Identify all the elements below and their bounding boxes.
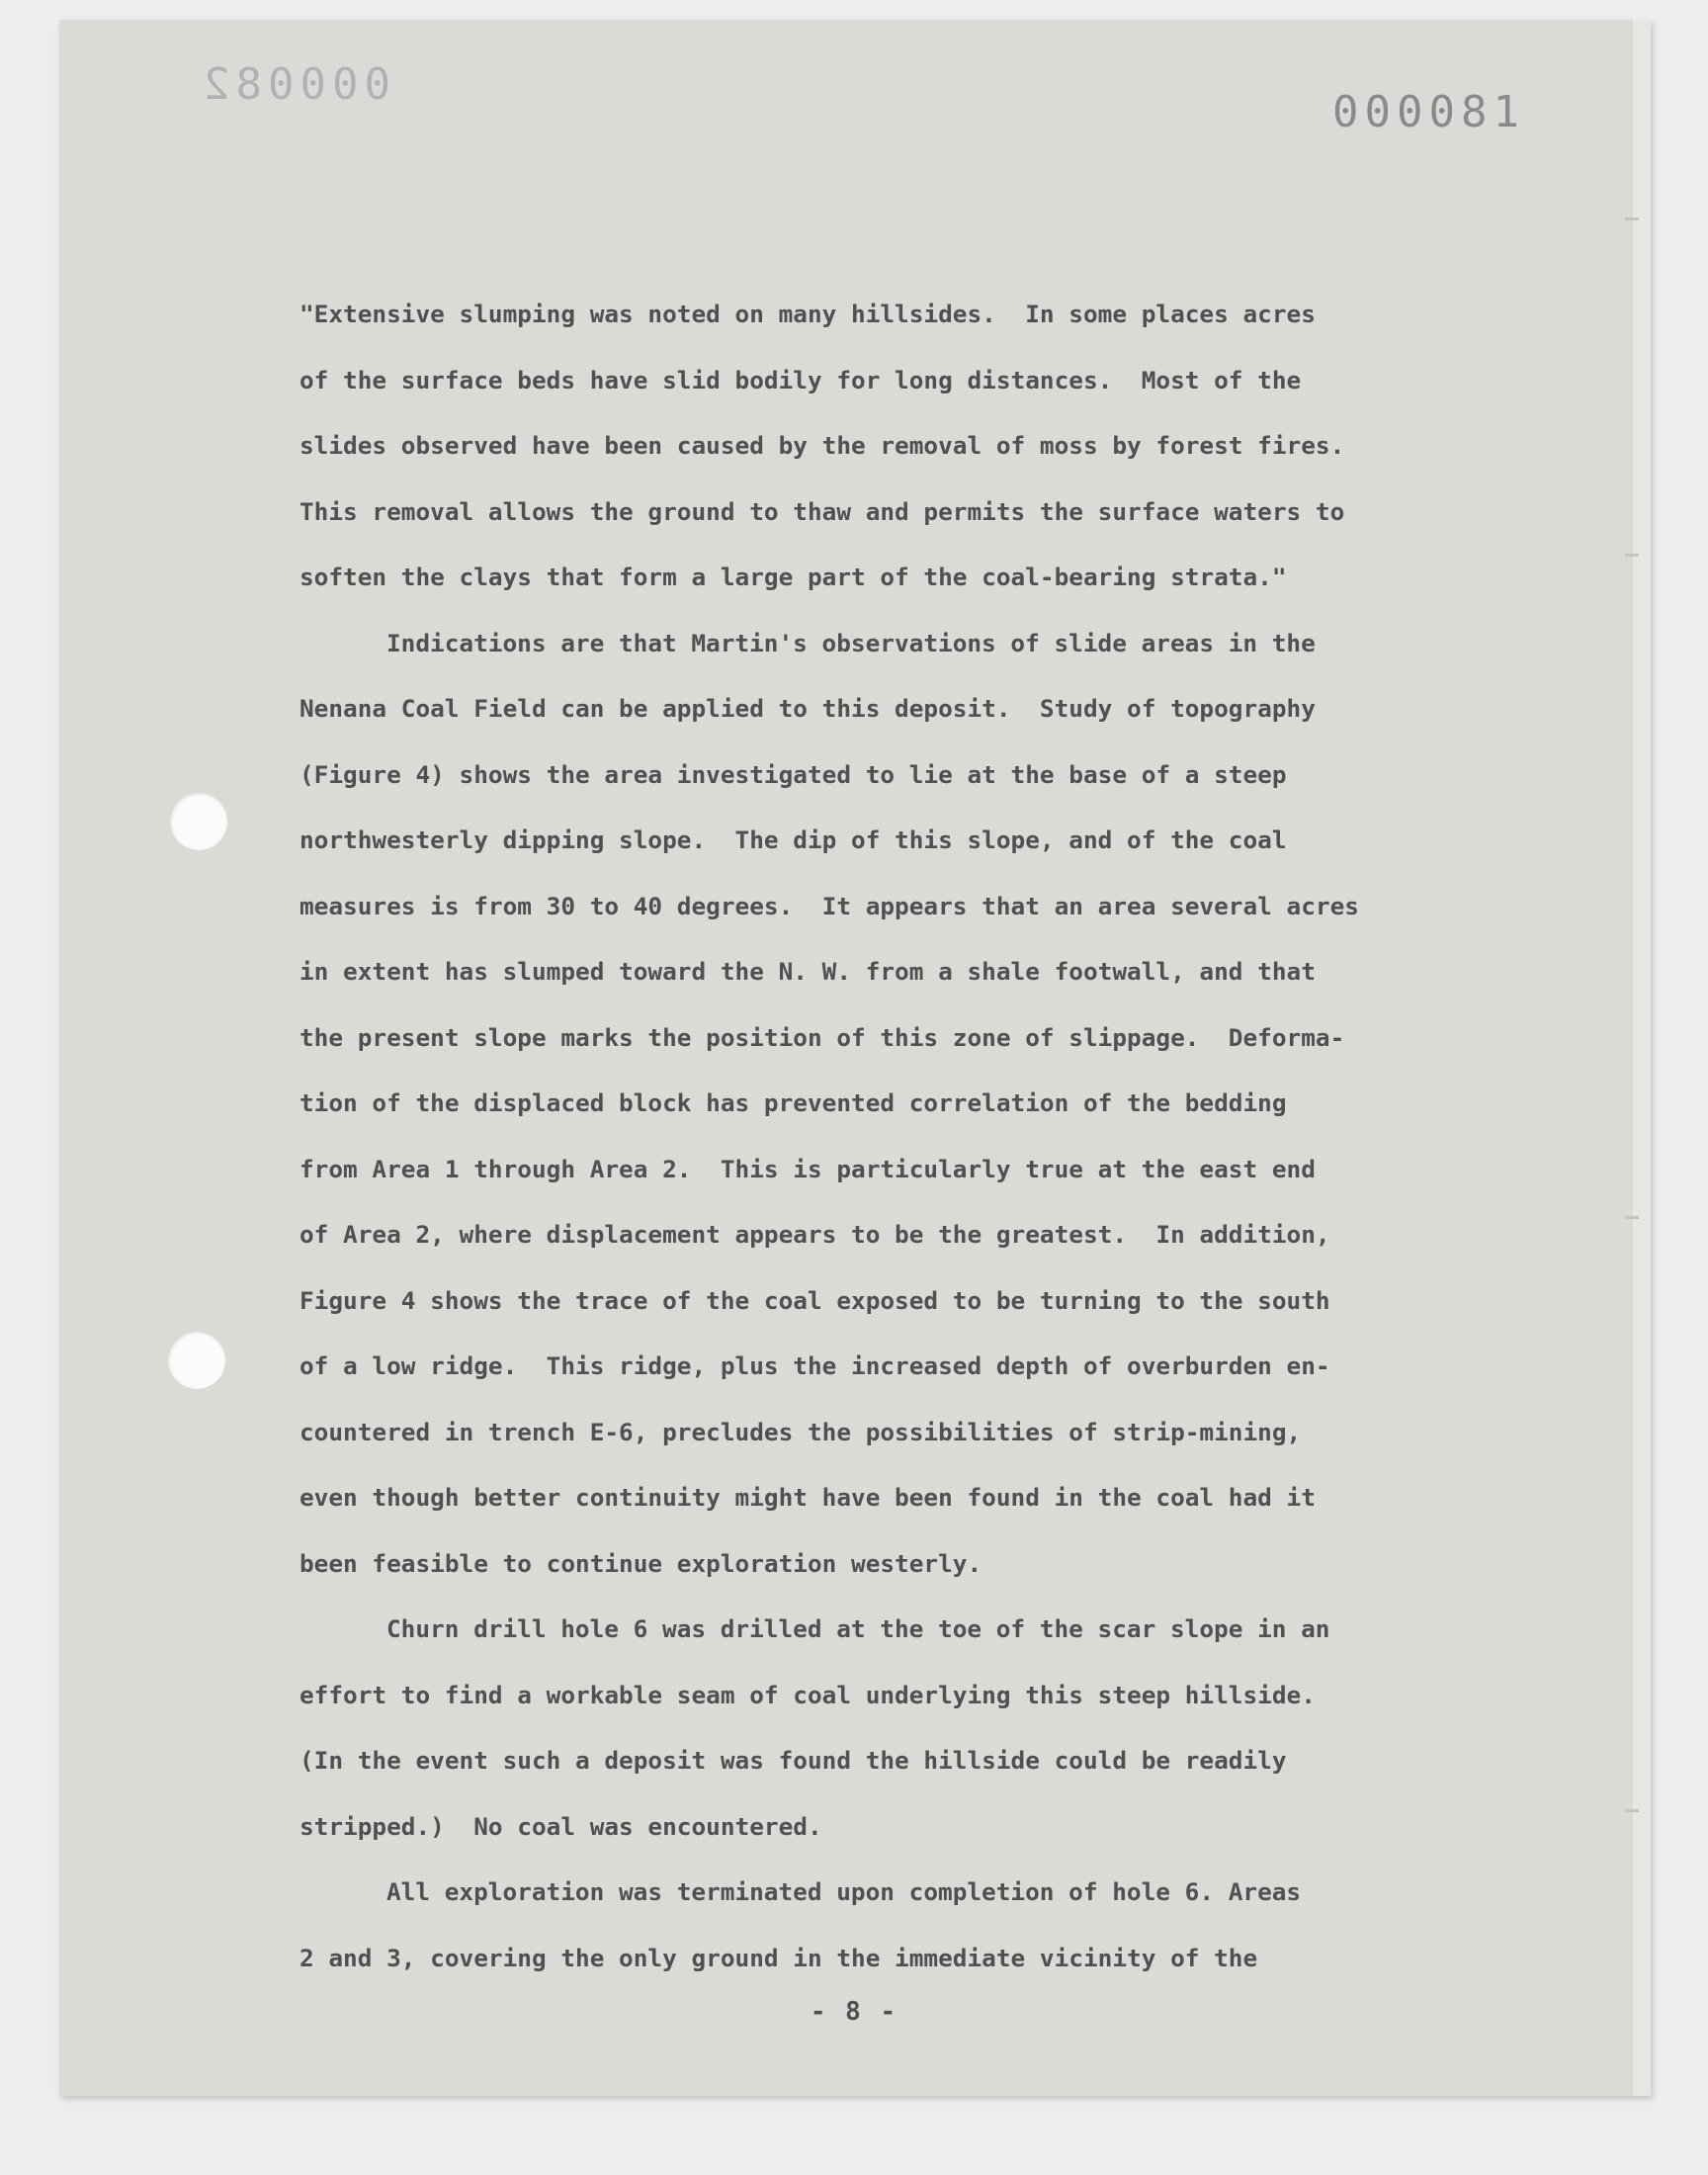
edge-mark [1625,554,1639,557]
page-number: - 8 - [810,1997,898,2027]
text-line: tion of the displaced block has prevented correlation of the bedding [299,1088,1287,1117]
text-line: northwesterly dipping slope. The dip of this slope, and of the coal [299,826,1287,854]
paragraph-churn-drill [299,1597,1515,1860]
punch-hole-bottom [168,1332,225,1389]
edge-mark [1625,1216,1639,1219]
paragraph-exploration-end [299,1860,1515,1991]
text-line: countered in trench E-6, precludes the possibilities of strip-mining, [299,1417,1302,1446]
text-line: (In the event such a deposit was found the hillside could be readily [299,1746,1287,1775]
text-line: effort to find a workable seam of coal underlying this steep hillside. [299,1680,1316,1709]
page-edge [1633,20,1651,2096]
text-line: "Extensive slumping was noted on many hillsides. In some places acres [299,300,1316,328]
text-line: Nenana Coal Field can be applied to this deposit. Study of topography [299,694,1316,723]
paragraph-slide-analysis [299,611,1515,1598]
body-text [299,282,1515,1991]
text-line: from Area 1 through Area 2. This is particularly true at the east end [299,1154,1316,1183]
text-line: Churn drill hole 6 was drilled at the toe of the scar slope in an [386,1614,1330,1643]
punch-hole-top [170,793,227,850]
bleedthrough-stamp: 000082 [198,59,390,110]
document-id-stamp: 000081 [1332,87,1525,137]
text-line: been feasible to continue exploration westerly. [299,1548,982,1578]
text-line: in extent has slumped toward the N. W. from a shale footwall, and that [299,957,1316,986]
text-line: measures is from 30 to 40 degrees. It appears that an area several acres [299,891,1359,920]
text-line: slides observed have been caused by the removal of moss by forest fires. [299,431,1345,460]
text-line: stripped.) No coal was encountered. [299,1811,822,1841]
text-line: of Area 2, where displacement appears to be the greatest. In addition, [299,1220,1330,1249]
edge-mark [1625,218,1639,220]
text-line: 2 and 3, covering the only ground in the immediate vicinity of the [299,1943,1258,1972]
text-line: the present slope marks the position of this zone of slippage. Deforma- [299,1022,1345,1052]
edge-mark [1625,1809,1639,1812]
text-line: All exploration was terminated upon completion of hole 6. Areas [386,1877,1302,1906]
text-line: even though better continuity might have been found in the coal had it [299,1483,1316,1512]
text-line: of the surface beds have slid bodily for long distances. Most of the [299,365,1302,394]
text-line: (Figure 4) shows the area investigated to lie at the base of a steep [299,759,1287,789]
paragraph-quote [299,282,1515,611]
text-line: This removal allows the ground to thaw and permits the surface waters to [299,496,1345,526]
text-line: of a low ridge. This ridge, plus the increased depth of overburden en- [299,1351,1330,1380]
text-line: Figure 4 shows the trace of the coal exposed to be turning to the south [299,1285,1330,1315]
text-line: soften the clays that form a large part of the coal-bearing strata." [299,563,1287,591]
text-line: Indications are that Martin's observations of slide areas in the [386,628,1316,657]
